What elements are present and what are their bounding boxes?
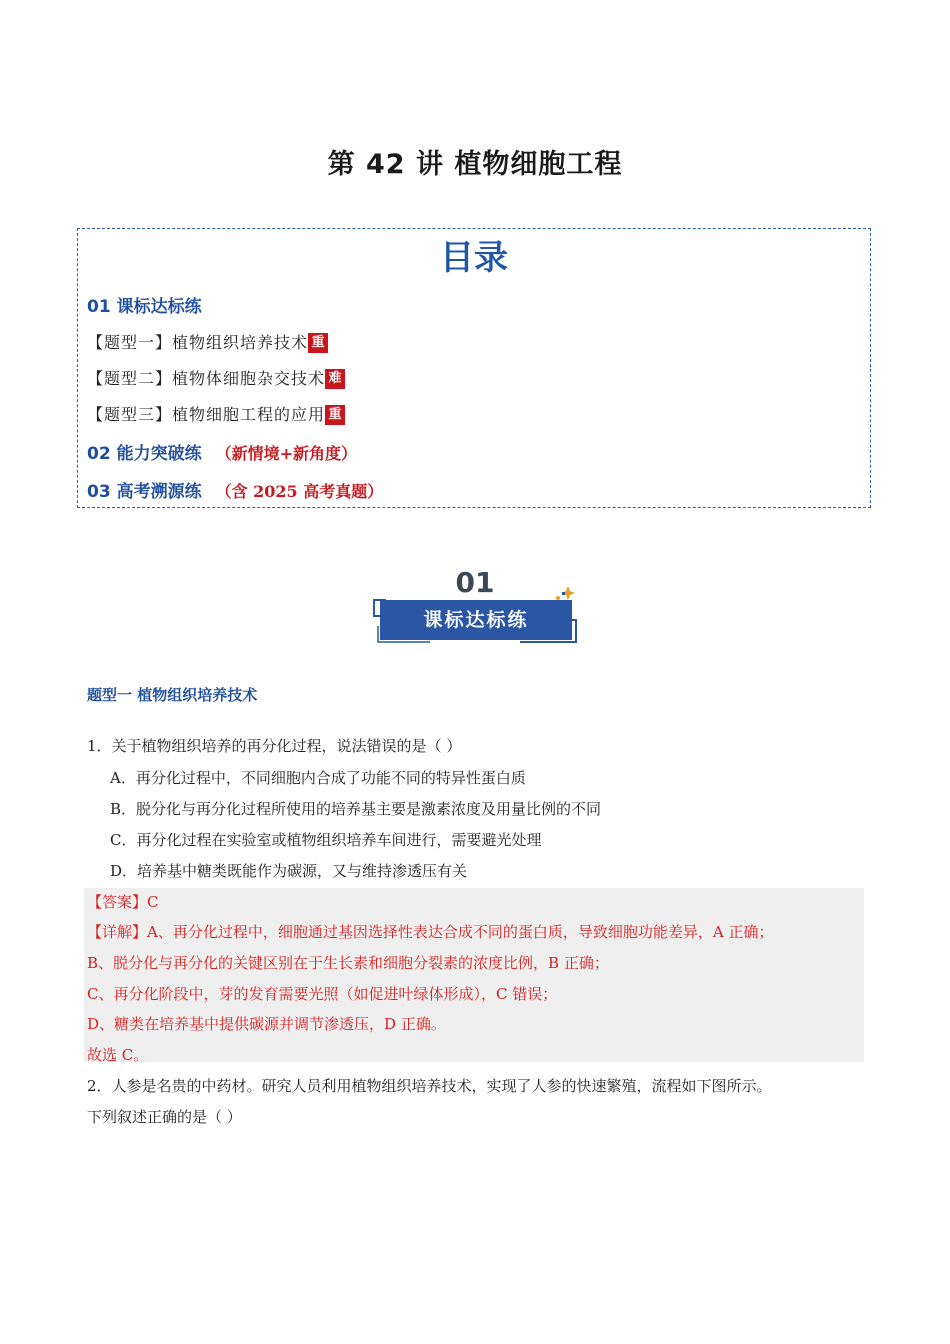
question-1-option-a: A．再分化过程中，不同细胞内合成了功能不同的特异性蛋白质 [110,769,526,787]
answer-box [84,888,864,1062]
page-title: 第 42 讲 植物细胞工程 [327,149,623,180]
question-1-option-c: C．再分化过程在实验室或植物组织培养车间进行，需要避光处理 [110,831,542,849]
toc-section-1-label: 01 课标达标练 [87,297,202,317]
toc-item-label: 【题型二】植物体细胞杂交技术 [87,369,326,388]
question-1-option-b: B．脱分化与再分化过程所使用的培养基主要是激素浓度及用量比例的不同 [110,800,602,818]
toc-section-2-label: 02 能力突破练 [87,444,202,464]
toc-section-3-label: 03 高考溯源练 [87,482,202,502]
question-type-heading: 题型一 植物组织培养技术 [87,686,258,704]
toc-section-3-note: （含 2025 高考真题） [215,482,384,501]
importance-tag: 重 [325,405,345,425]
toc-section-1[interactable] [87,292,202,317]
explanation-line: 【详解】A、再分化过程中，细胞通过基因选择性表达合成不同的蛋白质，导致细胞功能差异，A 正确； [87,923,774,941]
toc-item-2[interactable] [87,366,345,389]
explanation-line: 故选 C。 [87,1046,149,1064]
importance-tag: 重 [308,333,328,353]
toc-section-3[interactable] [87,477,383,502]
section-badge-number: 01 [455,566,495,599]
section-badge-label: 课标达标练 [380,600,572,640]
answer-line: 【答案】C [87,893,159,911]
toc-item-1[interactable] [87,330,328,353]
explanation-line: C、再分化阶段中，芽的发育需要光照（如促进叶绿体形成），C 错误； [87,985,558,1003]
question-1-stem: 1．关于植物组织培养的再分化过程，说法错误的是（ ） [87,737,462,755]
toc-item-label: 【题型三】植物细胞工程的应用 [87,405,326,424]
toc-section-2[interactable] [87,439,357,464]
toc-heading: 目录 [440,238,508,278]
explanation-line: B、脱分化与再分化的关键区别在于生长素和细胞分裂素的浓度比例，B 正确； [87,954,609,972]
question-2-stem-line-1: 2．人参是名贵的中药材。研究人员利用植物组织培养技术，实现了人参的快速繁殖，流程如下图所示。 [87,1077,772,1095]
toc-item-3[interactable] [87,402,345,425]
toc-item-label: 【题型一】植物组织培养技术 [87,333,309,352]
difficulty-tag: 难 [325,369,345,389]
toc-section-2-note: （新情境+新角度） [215,444,357,463]
question-2-stem-line-2: 下列叙述正确的是（ ） [87,1108,242,1126]
explanation-line: D、糖类在培养基中提供碳源并调节渗透压，D 正确。 [87,1015,446,1033]
question-1-option-d: D．培养基中糖类既能作为碳源，又与维持渗透压有关 [110,862,468,880]
